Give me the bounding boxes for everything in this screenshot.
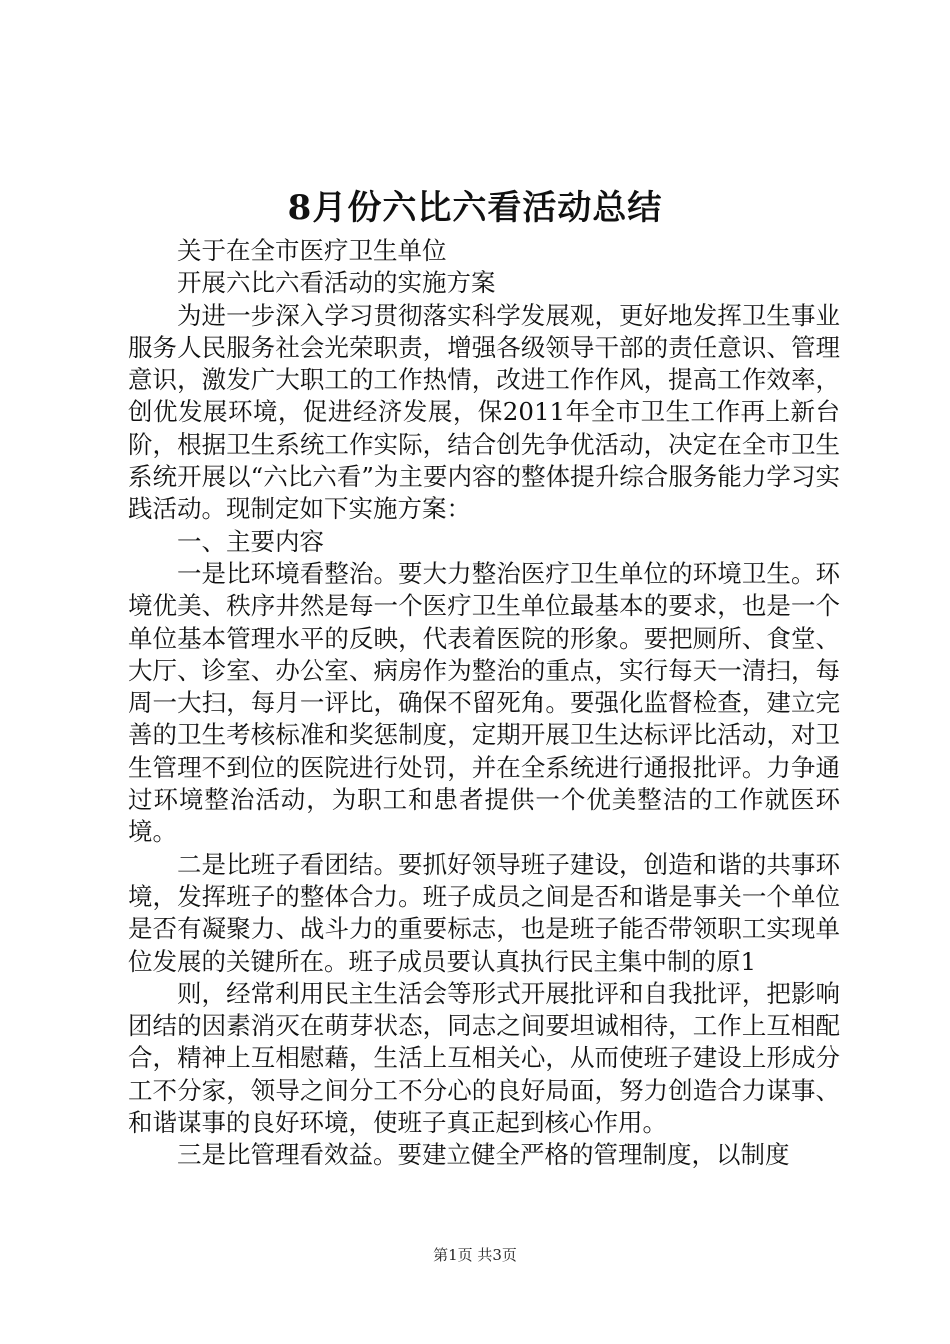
document-body <box>128 235 840 1172</box>
intro-paragraph: 为进一步深入学习贯彻落实科学发展观，更好地发挥卫生事业服务人民服务社会光荣职责，增强各级领导干部的责任意识、管理意识，激发广大职工的工作热情，改进工作作风，提高工作效率，创优发展环境，促进经济发展，保2011年全市卫生工作再上新台阶，根据卫生系统工作实际，结合创先争优活动，决定在全市卫生系统开展以“六比六看”为主要内容的整体提升综合服务能力学习实践活动。现制定如下实施方案： <box>128 300 840 524</box>
page-title: 8月份六比六看活动总结 <box>287 188 663 228</box>
subtitle-line-1: 关于在全市医疗卫生单位 <box>177 236 447 265</box>
paragraph-management: 三是比管理看效益。要建立健全严格的管理制度，以制度 <box>177 1140 790 1170</box>
paragraph-leadership: 二是比班子看团结。要抓好领导班子建设，创造和谐的共事环境，发挥班子的整体合力。班子成员之间是否和谐是事关一个单位是否有凝聚力、战斗力的重要标志，也是班子能否带领职工实现单位发展的关键所在。班子成员要认真执行民主集中制的原1 <box>128 849 840 976</box>
paragraph-leadership-cont: 则，经常利用民主生活会等形式开展批评和自我批评，把影响团结的因素消灭在萌芽状态，同志之间要坦诚相待，工作上互相配合，精神上互相慰藉，生活上互相关心，从而使班子建设上形成分工不分家，领导之间分工不分心的良好局面，努力创造合力谋事、和谐谋事的良好环境，使班子真正起到核心作用。 <box>128 978 840 1138</box>
section-heading: 一、主要内容 <box>177 526 324 556</box>
paragraph-environment: 一是比环境看整治。要大力整治医疗卫生单位的环境卫生。环境优美、秩序井然是每一个医疗卫生单位最基本的要求，也是一个单位基本管理水平的反映，代表着医院的形象。要把厕所、食堂、大厅、诊室、办公室、病房作为整治的重点，实行每天一清扫，每周一大扫，每月一评比，确保不留死角。要强化监督检查，建立完善的卫生考核标准和奖惩制度，定期开展卫生达标评比活动，对卫生管理不到位的医院进行处罚，并在全系统进行通报批评。力争通过环境整治活动，为职工和患者提供一个优美整洁的工作就医环境。 <box>128 558 840 847</box>
subtitle-line-2: 开展六比六看活动的实施方案 <box>177 268 496 298</box>
page-footer: 第1页 共3页 <box>433 1246 517 1264</box>
